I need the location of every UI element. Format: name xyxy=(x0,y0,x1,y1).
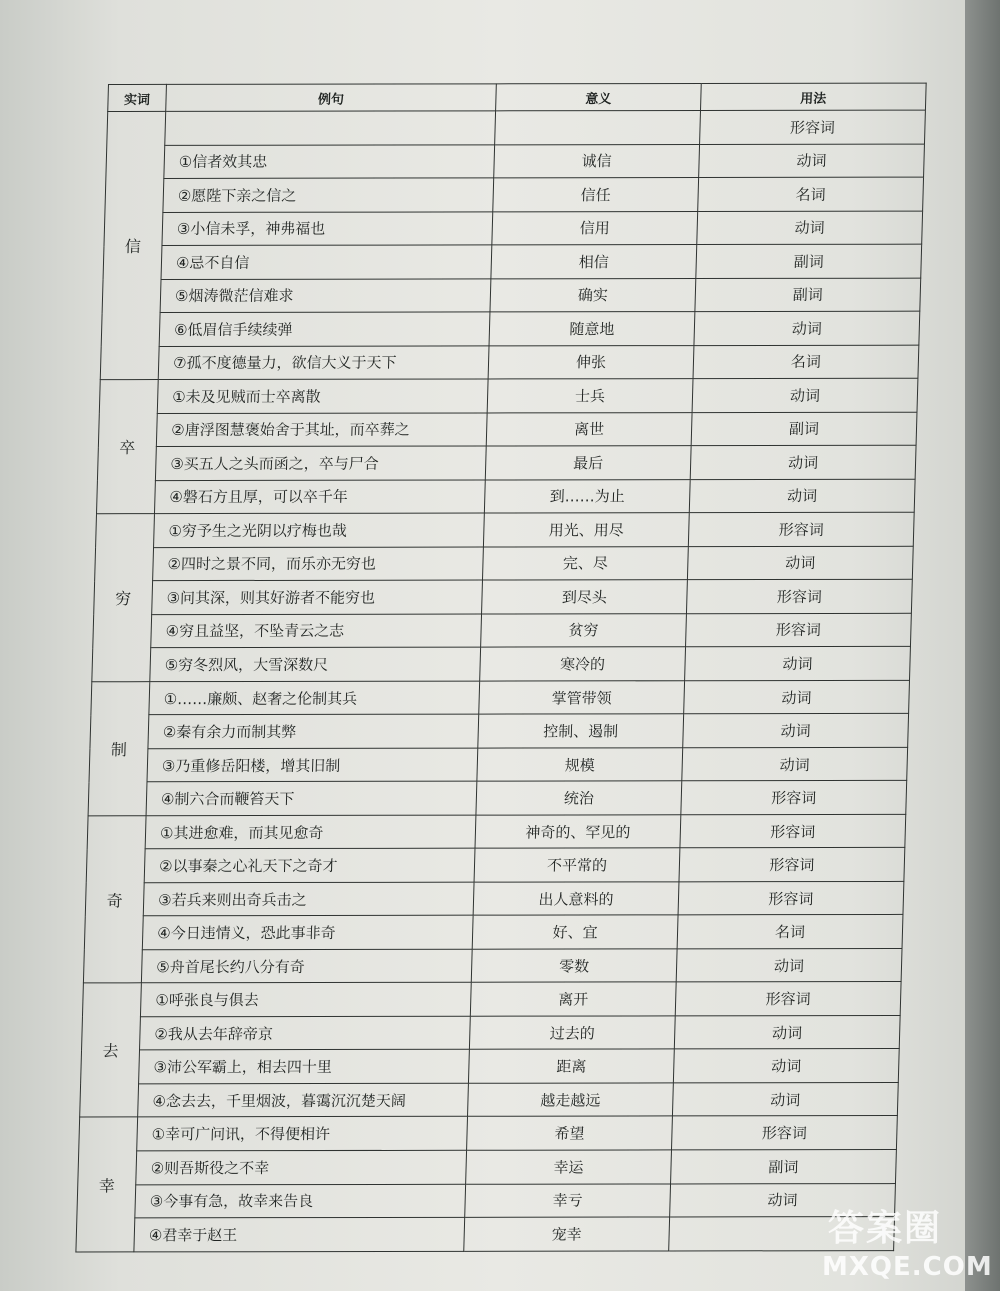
table-row xyxy=(83,948,902,983)
usage-cell: 动词 xyxy=(672,1082,898,1116)
example-sentence-cell: ①穷予生之光阴以疗梅也哉 xyxy=(154,513,485,547)
usage-cell: 名词 xyxy=(693,345,919,379)
table-row xyxy=(101,311,920,346)
header-usage: 用法 xyxy=(701,83,927,110)
example-sentence-cell: ③若兵来则出奇兵击之 xyxy=(143,882,474,916)
usage-cell: 动词 xyxy=(676,948,902,982)
usage-cell: 副词 xyxy=(695,278,921,312)
example-sentence-cell: ④穷且益坚，不坠青云之志 xyxy=(151,614,482,648)
example-sentence-cell: ②则吾斯役之不幸 xyxy=(136,1150,467,1184)
table-row xyxy=(89,747,908,782)
example-sentence-cell: ⑤舟首尾长约八分有奇 xyxy=(141,949,472,983)
meaning-cell xyxy=(495,110,701,144)
example-sentence-cell: ③问其深，则其好游者不能穷也 xyxy=(152,580,483,614)
table-row xyxy=(86,848,905,883)
usage-cell: 动词 xyxy=(692,378,918,412)
usage-cell: 副词 xyxy=(691,412,917,446)
usage-cell: 动词 xyxy=(682,747,908,781)
meaning-cell: 宠幸 xyxy=(464,1217,670,1251)
table-row xyxy=(93,613,912,648)
usage-cell: 动词 xyxy=(694,311,920,345)
example-sentence-cell: ④今日违情义，恐此事非奇 xyxy=(142,916,473,950)
header-word: 实词 xyxy=(108,84,167,111)
meaning-cell: 规模 xyxy=(477,748,683,782)
example-sentence-cell: ②我从去年辞帝京 xyxy=(140,1016,471,1050)
example-sentence-cell: ②愿陛下亲之信之 xyxy=(163,178,494,212)
table-row xyxy=(84,915,903,950)
usage-cell: 动词 xyxy=(684,680,910,714)
table-row xyxy=(80,1082,899,1117)
usage-cell: 形容词 xyxy=(675,982,901,1016)
meaning-cell: 越走越远 xyxy=(468,1083,674,1117)
example-sentence-cell: ①其进愈难，而其见愈奇 xyxy=(145,815,476,849)
usage-cell: 形容词 xyxy=(671,1116,897,1150)
meaning-cell: 用光、用尽 xyxy=(483,513,689,547)
meaning-cell: 零数 xyxy=(471,949,677,983)
example-sentence-cell: ②秦有余力而制其弊 xyxy=(148,714,479,748)
usage-cell: 动词 xyxy=(685,647,911,681)
meaning-cell: 出人意料的 xyxy=(473,882,679,916)
usage-cell: 动词 xyxy=(670,1183,896,1217)
usage-cell: 名词 xyxy=(698,177,924,211)
headword-cell: 幸 xyxy=(76,1117,138,1252)
table-row xyxy=(76,1217,895,1252)
meaning-cell: 过去的 xyxy=(469,1016,675,1050)
watermark-logo-text: 答案圈 xyxy=(828,1208,943,1249)
meaning-cell: 神奇的、罕见的 xyxy=(475,815,681,849)
meaning-cell: 最后 xyxy=(485,446,691,480)
usage-cell: 动词 xyxy=(674,1015,900,1049)
meaning-cell: 到……为止 xyxy=(484,479,690,513)
example-sentence-cell: ①未及见贼而士卒离散 xyxy=(157,379,488,413)
example-sentence-cell: ②以事秦之心礼天下之奇才 xyxy=(144,849,475,883)
meaning-cell: 完、尽 xyxy=(482,546,688,580)
table-row xyxy=(100,345,919,380)
usage-cell: 形容词 xyxy=(678,881,904,915)
example-sentence-cell: ①呼张良与俱去 xyxy=(140,983,471,1017)
table-row xyxy=(97,479,916,514)
example-sentence-cell: ③沛公军霸上，相去四十里 xyxy=(139,1050,470,1084)
example-sentence-cell: ④君幸于赵王 xyxy=(134,1217,465,1252)
example-sentence-cell: ⑤烟涛微茫信难求 xyxy=(160,278,491,312)
meaning-cell: 寒冷的 xyxy=(480,647,686,681)
meaning-cell: 离开 xyxy=(470,982,676,1016)
headword-cell: 奇 xyxy=(83,816,146,984)
meaning-cell: 确实 xyxy=(490,278,696,312)
usage-cell: 形容词 xyxy=(680,814,906,848)
table-row xyxy=(81,1049,900,1084)
table-row xyxy=(97,445,916,480)
meaning-cell: 控制、遏制 xyxy=(478,714,684,748)
meaning-cell: 好、宜 xyxy=(472,915,678,949)
example-sentence-cell: ④念去去，千里烟波，暮霭沉沉楚天阔 xyxy=(138,1083,469,1117)
meaning-cell: 幸亏 xyxy=(465,1183,671,1217)
example-sentence-cell: ⑥低眉信手续续弹 xyxy=(159,312,490,346)
example-sentence-cell: ③今事有急，故幸来告良 xyxy=(135,1184,466,1218)
table-row xyxy=(95,546,914,581)
example-sentence-cell: ④忌不自信 xyxy=(161,245,492,279)
usage-cell: 动词 xyxy=(690,445,916,479)
usage-cell: 形容词 xyxy=(686,613,912,647)
meaning-cell: 伸张 xyxy=(488,345,694,379)
meaning-cell: 到尽头 xyxy=(482,580,688,614)
example-sentence-cell: ①幸可广问讯，不得便相许 xyxy=(137,1117,468,1151)
meaning-cell: 距离 xyxy=(468,1049,674,1083)
usage-cell: 形容词 xyxy=(700,110,926,144)
table-row xyxy=(85,881,904,916)
table-row xyxy=(88,781,907,816)
table-row xyxy=(105,177,924,212)
usage-cell: 动词 xyxy=(683,714,909,748)
usage-cell: 副词 xyxy=(696,244,922,278)
next-page-edge xyxy=(965,0,1000,1291)
table-row xyxy=(82,982,901,1017)
meaning-cell: 信任 xyxy=(493,178,699,212)
meaning-cell: 贫穷 xyxy=(481,613,687,647)
headword-cell: 穷 xyxy=(92,514,155,682)
usage-cell: 形容词 xyxy=(688,512,914,546)
usage-cell: 形容词 xyxy=(686,580,912,614)
example-sentence-cell: ④制六合而鞭笞天下 xyxy=(146,781,477,815)
example-sentence-cell: ③乃重修岳阳楼，增其旧制 xyxy=(147,748,478,782)
example-sentence-cell: ①……廉颇、赵奢之伦制其兵 xyxy=(149,681,480,715)
table-row xyxy=(78,1150,897,1185)
table-row xyxy=(103,244,922,279)
usage-cell: 动词 xyxy=(689,479,915,513)
example-sentence-cell: ③买五人之头而函之，卒与尸合 xyxy=(155,446,486,480)
example-sentence-cell: ⑤穷冬烈风，大雪深数尺 xyxy=(150,647,481,681)
table-row xyxy=(98,412,917,447)
meaning-cell: 统治 xyxy=(476,781,682,815)
usage-cell: 动词 xyxy=(699,144,925,178)
site-watermark xyxy=(818,1200,996,1290)
headword-cell: 去 xyxy=(80,983,142,1117)
table-row xyxy=(96,512,915,547)
headword-cell: 制 xyxy=(88,681,150,815)
example-sentence-cell: ⑦孤不度德量力，欲信大义于天下 xyxy=(158,346,489,380)
usage-cell: 副词 xyxy=(671,1150,897,1184)
header-sentence: 例句 xyxy=(166,84,497,112)
meaning-cell: 离世 xyxy=(486,412,692,446)
table-row xyxy=(104,211,923,246)
table-row xyxy=(107,110,926,145)
usage-cell: 形容词 xyxy=(681,781,907,815)
table-header-row xyxy=(108,83,926,111)
example-sentence-cell xyxy=(165,111,496,145)
example-sentence-cell: ①信者效其忠 xyxy=(164,144,495,178)
table-row xyxy=(90,714,909,749)
meaning-cell: 不平常的 xyxy=(474,848,680,882)
usage-cell: 动词 xyxy=(687,546,913,580)
meaning-cell: 希望 xyxy=(467,1116,673,1150)
headword-cell: 信 xyxy=(100,111,165,379)
table-row xyxy=(77,1183,896,1218)
usage-cell: 形容词 xyxy=(679,848,905,882)
meaning-cell: 掌管带领 xyxy=(479,680,685,714)
table-row xyxy=(94,580,913,615)
meaning-cell: 相信 xyxy=(491,245,697,279)
usage-cell: 动词 xyxy=(697,211,923,245)
table-row xyxy=(79,1116,898,1151)
example-sentence-cell: ②唐浮图慧褒始舍于其址，而卒葬之 xyxy=(156,413,487,447)
example-sentence-cell: ③小信未孚，神弗福也 xyxy=(162,211,493,245)
meaning-cell: 幸运 xyxy=(466,1150,672,1184)
meaning-cell: 信用 xyxy=(492,211,698,245)
table-row xyxy=(102,278,921,313)
table-row xyxy=(106,144,925,179)
table-row xyxy=(82,1015,901,1050)
meaning-cell: 士兵 xyxy=(487,379,693,413)
meaning-cell: 随意地 xyxy=(489,312,695,346)
header-meaning: 意义 xyxy=(496,83,702,110)
vocabulary-table xyxy=(75,83,926,1253)
headword-cell: 卒 xyxy=(97,380,159,514)
meaning-cell: 诚信 xyxy=(494,144,700,178)
watermark-url: MXQE.COM xyxy=(822,1252,993,1282)
table-row xyxy=(91,680,910,715)
example-sentence-cell: ④磐石方且厚，可以卒千年 xyxy=(154,480,485,514)
usage-cell: 名词 xyxy=(677,915,903,949)
example-sentence-cell: ②四时之景不同，而乐亦无穷也 xyxy=(153,547,484,581)
vocabulary-table-wrapper xyxy=(75,83,925,1253)
usage-cell: 动词 xyxy=(673,1049,899,1083)
table-row xyxy=(99,378,918,413)
table-row xyxy=(87,814,906,849)
table-body xyxy=(76,110,926,1252)
table-row xyxy=(92,647,911,682)
